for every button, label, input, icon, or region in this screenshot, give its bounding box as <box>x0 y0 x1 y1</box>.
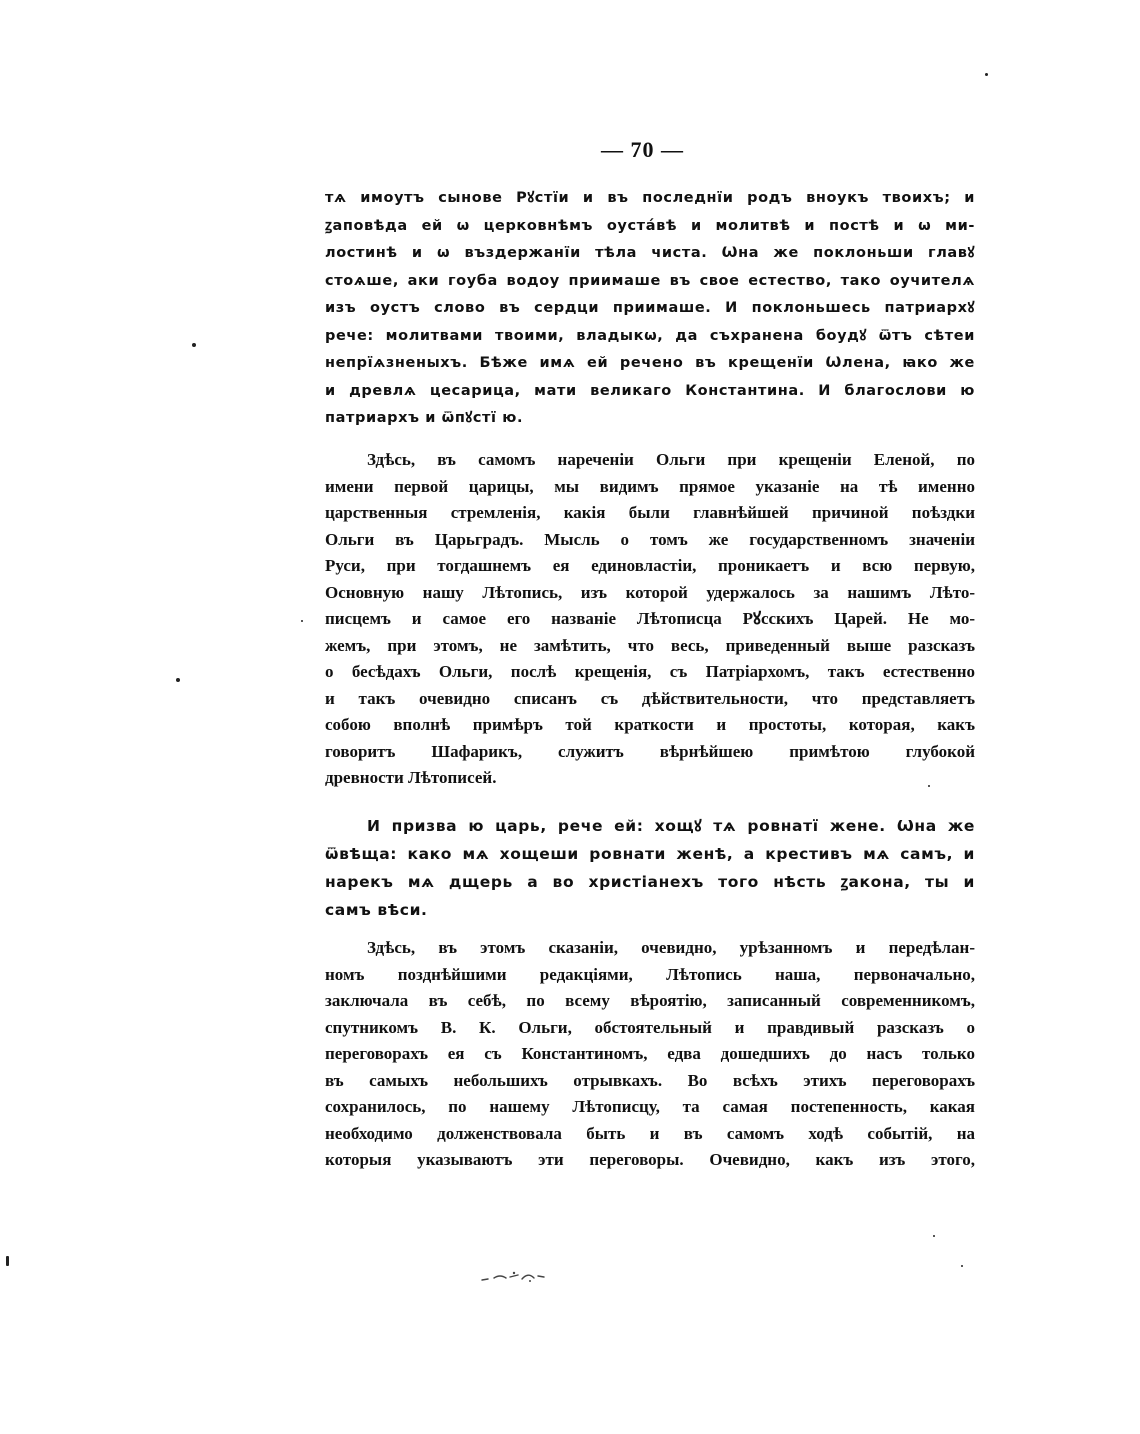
text-line: И призва ю царь, рече ей: хощꙋ тѧ ровнатї жене. Ѡна же <box>367 817 975 835</box>
text-line: и древлѧ цесарица, мати великаго Константина. И благослови ю <box>325 382 975 399</box>
text-line: сохранилось, по нашему Лѣтописцу, та самая постепенность, какая <box>325 1097 975 1116</box>
text-line: тѧ имоутъ сынове Рꙋстїи и въ последнїи родъ внoукъ твоихъ; и <box>325 190 975 206</box>
text-line: ꙁаповѣда ей ѡ церковнѣмъ оустáвѣ и молитвѣ и постѣ и ѡ ми- <box>325 217 975 234</box>
text-line: переговорахъ ея съ Константиномъ, едва дошедшихъ до насъ только <box>325 1044 975 1063</box>
scan-speck <box>961 1265 963 1267</box>
text-line: Здѣсь, въ самомъ нареченіи Ольги при крещеніи Еленой, по <box>367 450 975 469</box>
text-line: ѿвѣща: како мѧ хощеши ровнати женѣ, а крестивъ мѧ самъ, и <box>325 845 975 863</box>
text-line: и такъ очевидно списанъ съ дѣйствительности, что представляетъ <box>325 688 975 708</box>
scan-speck <box>985 73 988 76</box>
text-line: Ольги въ Царьградъ. Мысль о томъ же государственномъ значеніи <box>325 529 975 549</box>
text-line: нарекъ мѧ дщерь а во христіанехъ того нѣсть ꙁакона, ты и <box>325 873 975 891</box>
scan-smudge <box>478 1268 558 1288</box>
text-line: изъ оустъ слово въ сердци приимаше. И поклоньшесь патриархꙋ <box>325 300 975 316</box>
text-line: необходимо долженствовала быть и въ самомъ ходѣ событій, на <box>325 1123 975 1143</box>
text-line: лостинѣ и ѡ въздержанїи тѣла чиста. Ѡна же поклоньши главꙋ <box>325 245 975 261</box>
slavonic-quote-2 <box>325 812 975 924</box>
scan-speck <box>928 785 930 787</box>
commentary-paragraph-2 <box>325 935 975 1174</box>
text-line: Руси, при тогдашнемъ ея единовластіи, проникаетъ и всю первую, <box>325 556 975 575</box>
scan-speck <box>192 343 196 347</box>
text-line: Здѣсь, въ этомъ сказаніи, очевидно, урѣзанномъ и передѣлан- <box>367 938 975 957</box>
text-line: жемъ, при этомъ, не замѣтить, что весь, приведенный выше разсказъ <box>325 635 975 655</box>
text-line: царственныя стремленія, какія были главнѣйшей причиной поѣздки <box>325 503 975 522</box>
text-line: спутникомъ В. К. Ольги, обстоятельный и правдивый разсказъ о <box>325 1017 975 1037</box>
text-line: рече: молитвами твоими, владыкѡ, да съхранена боудꙋ ѿтъ сѣтеи <box>325 327 975 344</box>
text-line: Основную нашу Лѣтопись, изъ которой удержалось за нашимъ Лѣто- <box>325 582 975 602</box>
text-line: стоѧше, аки гоуба водоу приимаше въ свое естество, тако оучителѧ <box>325 272 975 289</box>
text-line: самъ вѣси. <box>325 901 428 919</box>
text-line: въ самыхъ небольшихъ отрывкахъ. Во всѣхъ этихъ переговорахъ <box>325 1070 975 1090</box>
commentary-paragraph-1 <box>325 447 975 792</box>
scan-speck <box>933 1235 935 1237</box>
text-line: говоритъ Шафарикъ, служитъ вѣрнѣйшею примѣтою глубокой <box>325 741 975 761</box>
slavonic-quote-1 <box>325 185 975 433</box>
text-line: патриархъ и ѿпꙋстї ю. <box>325 410 524 426</box>
text-line: номъ позднѣйшими редакціями, Лѣтопись наша, первоначально, <box>325 964 975 984</box>
text-line: о бесѣдахъ Ольги, послѣ крещенія, съ Патріархомъ, такъ естественно <box>325 662 975 681</box>
scan-edge-mark <box>6 1256 9 1266</box>
page-number: — 70 — <box>601 137 684 162</box>
text-line: непрїѧзненыхъ. Бѣже имѧ ей речено въ крещенїи Ѡлена, ꙗко же <box>325 355 975 371</box>
text-line: писцемъ и самое его названіе Лѣтописца Рꙋсскихъ Царей. Не мо- <box>325 609 975 628</box>
text-line: имени первой царицы, мы видимъ прямое указаніе на тѣ именно <box>325 476 975 496</box>
scan-speck <box>301 620 303 622</box>
text-line: которыя указываютъ эти переговоры. Очевидно, какъ изъ этого, <box>325 1150 975 1169</box>
text-line: заключала въ себѣ, по всему вѣроятію, записанный современникомъ, <box>325 991 975 1010</box>
text-line: собою вполнѣ примѣръ той краткости и простоты, которая, какъ <box>325 715 975 734</box>
scan-speck <box>176 678 180 682</box>
text-line: древности Лѣтописей. <box>325 768 497 787</box>
